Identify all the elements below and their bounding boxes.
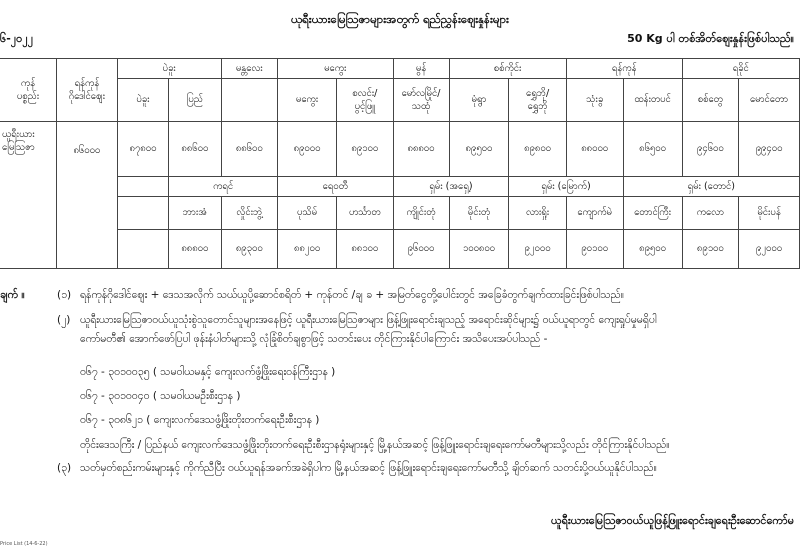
- township-header: မကွေး: [278, 79, 337, 122]
- price-cell: ၈၉၃၀၀: [221, 230, 278, 269]
- price-cell: ၉၂၀၀၀: [739, 230, 800, 269]
- township-header: မိုင်းတုံ: [449, 197, 509, 230]
- township-header: ရွှေဘို/ ရွှေဘို: [509, 79, 566, 122]
- region-header: ရှမ်း (အရှေ့): [393, 177, 509, 197]
- price-cell: ၉၉၄၀၀: [739, 122, 800, 177]
- price-cell: ၈၈၂၀၀: [278, 230, 337, 269]
- township-header: ပြည်: [169, 79, 221, 122]
- region-header: ရန်ကုန်: [566, 59, 682, 79]
- price-cell: ၈၉၀၀၀: [278, 122, 337, 177]
- region-header: ကရင်: [169, 177, 278, 197]
- township-header: တောင်ကြီး: [623, 197, 682, 230]
- region-header: ပဲခူး: [117, 59, 221, 79]
- region-header: ရေဝတီ: [278, 177, 393, 197]
- price-cell: ၉၀၁၀၀: [566, 230, 623, 269]
- price-cell: ၉၂၀၀၀: [509, 230, 566, 269]
- township-header: လားရှိုး: [509, 197, 566, 230]
- date-label: ၆-၂၀၂၂: [0, 32, 34, 45]
- header-product: ကုန် ပစ္စည်း: [0, 59, 57, 122]
- phone-line: ၀၆၇ - ၃၀၈၆၂၁ ( ကျေးလက်ဒေသဖွံ့ဖြိုးတိုးတက်ရေးဦးစီးဌာန ): [80, 414, 320, 426]
- township-header: မိုင်းပန်: [739, 197, 800, 230]
- township-header: ထန်းတပင်: [623, 79, 682, 122]
- price-cell: ၈၆၅၀၀: [623, 122, 682, 177]
- township-header: ကျောက်မဲ: [566, 197, 623, 230]
- township-header: ပဲခူး: [117, 79, 168, 122]
- region-header: မန္တလေး: [221, 59, 278, 79]
- unit-note: 50 Kg ပါ တစ်အိတ်ဈေးနှုန်းဖြစ်ပါသည်။: [627, 32, 794, 45]
- township-header: မော်လမြိုင်/ သထုံ: [393, 79, 449, 122]
- township-header: ကျိုင်းတုံ: [393, 197, 449, 230]
- price-cell: ၈၇၈၀၀: [117, 122, 168, 177]
- footer-committee: ယူရီးယားမြေဩဇာဝယ်ယူဖြန့်ဖြူးရောင်းချရေးဦးဆောင်ကော်မ: [550, 514, 794, 527]
- township-header: စစ်တွေ: [682, 79, 739, 122]
- notes-label: ချက် ။: [0, 289, 25, 301]
- price-cell: ၉၆၀၀၀: [393, 230, 449, 269]
- township-header: သုံးခွ: [566, 79, 623, 122]
- township-header: မုံရွာ: [449, 79, 509, 122]
- price-cell: ၈၈၈၀၀: [169, 230, 221, 269]
- region-header: စစ်ကိုင်း: [449, 59, 566, 79]
- region-header: ရခိုင်: [682, 59, 799, 79]
- region-header: ရှမ်း (မြောက်): [509, 177, 623, 197]
- township-header: ကလော: [682, 197, 739, 230]
- region-header: မွန်: [393, 59, 449, 79]
- price-cell: ၈၉၈၀၀: [509, 122, 566, 177]
- page-title: ယုရီးယားမြေဩဇာများအတွက် ရည်ညွှန်းဈေးနှုန်းများ: [291, 12, 509, 26]
- price-cell: ၈၈၀၀၀: [566, 122, 623, 177]
- price-cell: ၈၈၆၀၀: [221, 122, 278, 177]
- price-cell: ၁၀၀၈၀၀: [449, 230, 509, 269]
- township-header: ဘားအံ: [169, 197, 221, 230]
- price-cell: ၈၉၅၀၀: [449, 122, 509, 177]
- phone-line: ၀၆၇ - ၃၀၁၀၀၄၀ ( သမဝါယမဦးစီးဌာန ): [80, 390, 241, 402]
- township-header: ဟင်္သာတ: [337, 197, 393, 230]
- note-text: သတ်မှတ်စည်းကမ်းများနှင့် ကိုက်ညီပြီး ဝယ်ယူရန်အခက်အခဲရှိပါက မြို့နယ်အဆင့် ဖြန့်ဖြူးရောင်းချရေးကော်မတီသို့ ချိတ်ဆက် သတင်းပို့ဝယ်ယူနိုင်ပါသည်။: [80, 462, 657, 474]
- footer-ref: Price List (14-6-22): [0, 541, 48, 547]
- note-text: ရန်ကုန်ဂိုဒေါင်ဈေး + ဒေသအလိုက် သယ်ယူပို့ဆောင်စရိတ် + ကုန်တင် /ချ ခ + အမြတ်ငွေတို့ပေါင်းတွင် အခြေခံတွက်ချက်ထားခြင်းဖြစ်ပါသည်။: [80, 289, 624, 301]
- region-header: မကွေး: [278, 59, 393, 79]
- note-number: (၁): [57, 289, 72, 301]
- phone-line: ၀၆၇ - ၃၀၁၀၀၃၅ ( သမဝါယမနှင့် ကျေးလက်ဖွံ့ဖြိုးရေးဝန်ကြီးဌာန ): [80, 366, 336, 378]
- township-header: မောင်တော: [739, 79, 800, 122]
- yangon-price: ၈၆၀၀၀: [57, 122, 118, 269]
- note-text: ယူရီးယားမြေဩဇာဝယ်ယူသုံးစွဲသူတောင်သူများအနေဖြင့် ယူရီးယားမြေဩဇာများ ဖြန့်ဖြူးရောင်းချသည့် အရောင်းဆိုင်များ၌ ဝယ်ယူရာတွင် ကျေးရှုပ်မှုမရှိပါ: [80, 314, 657, 326]
- price-table: [0, 58, 800, 269]
- price-cell: ၈၈၆၀၀: [169, 122, 221, 177]
- product-name: ယူရီးယား မြေဩဇာ: [0, 122, 57, 269]
- township-header: ပုသိမ်: [278, 197, 337, 230]
- township-header: [221, 79, 278, 122]
- note-number: (၂): [57, 314, 71, 326]
- region-header: ရှမ်း (တောင်): [623, 177, 799, 197]
- price-cell: ၈၉၅၀၀: [623, 230, 682, 269]
- price-cell: ၈၉၁၀၀: [337, 122, 393, 177]
- header-yangon-warehouse: ရန်ကုန် ဂိုဒေါင်ဈေး: [57, 59, 118, 122]
- price-cell: ၉၄၆၀၀: [682, 122, 739, 177]
- note-text: တိုင်းဒေသကြီး / ပြည်နယ် ကျေးလက်ဒေသဖွံ့ဖြိုးတိုးတက်ရေးဦးစီးဌာနရုံးများနှင့် မြို့နယ်အဆင့် ဖြန့်ဖြူးရောင်းချရေးကော်မတီများသို့လည်း တိုင်ကြားနိုင်ပါသည်။: [80, 439, 670, 451]
- note-text: ကော်မတီ၏ အောက်ဖော်ပြပါ ဖုန်းနံပါတ်များသို့ လုံခြုံစိတ်ချစွာဖြင့် သတင်းပေး တိုင်ကြားနိုင်ပါကြောင်း အသိပေးအပ်ပါသည် -: [80, 333, 548, 345]
- note-number: (၃): [57, 462, 72, 474]
- price-cell: ၈၈၁၀၀: [337, 230, 393, 269]
- price-cell: ၈၈၈၀၀: [393, 122, 449, 177]
- township-header: လှိုင်းဘွဲ့: [221, 197, 278, 230]
- price-cell: ၈၉၁၀၀: [682, 230, 739, 269]
- township-header: စလင်း/ ပွင့်ဖြူ: [337, 79, 393, 122]
